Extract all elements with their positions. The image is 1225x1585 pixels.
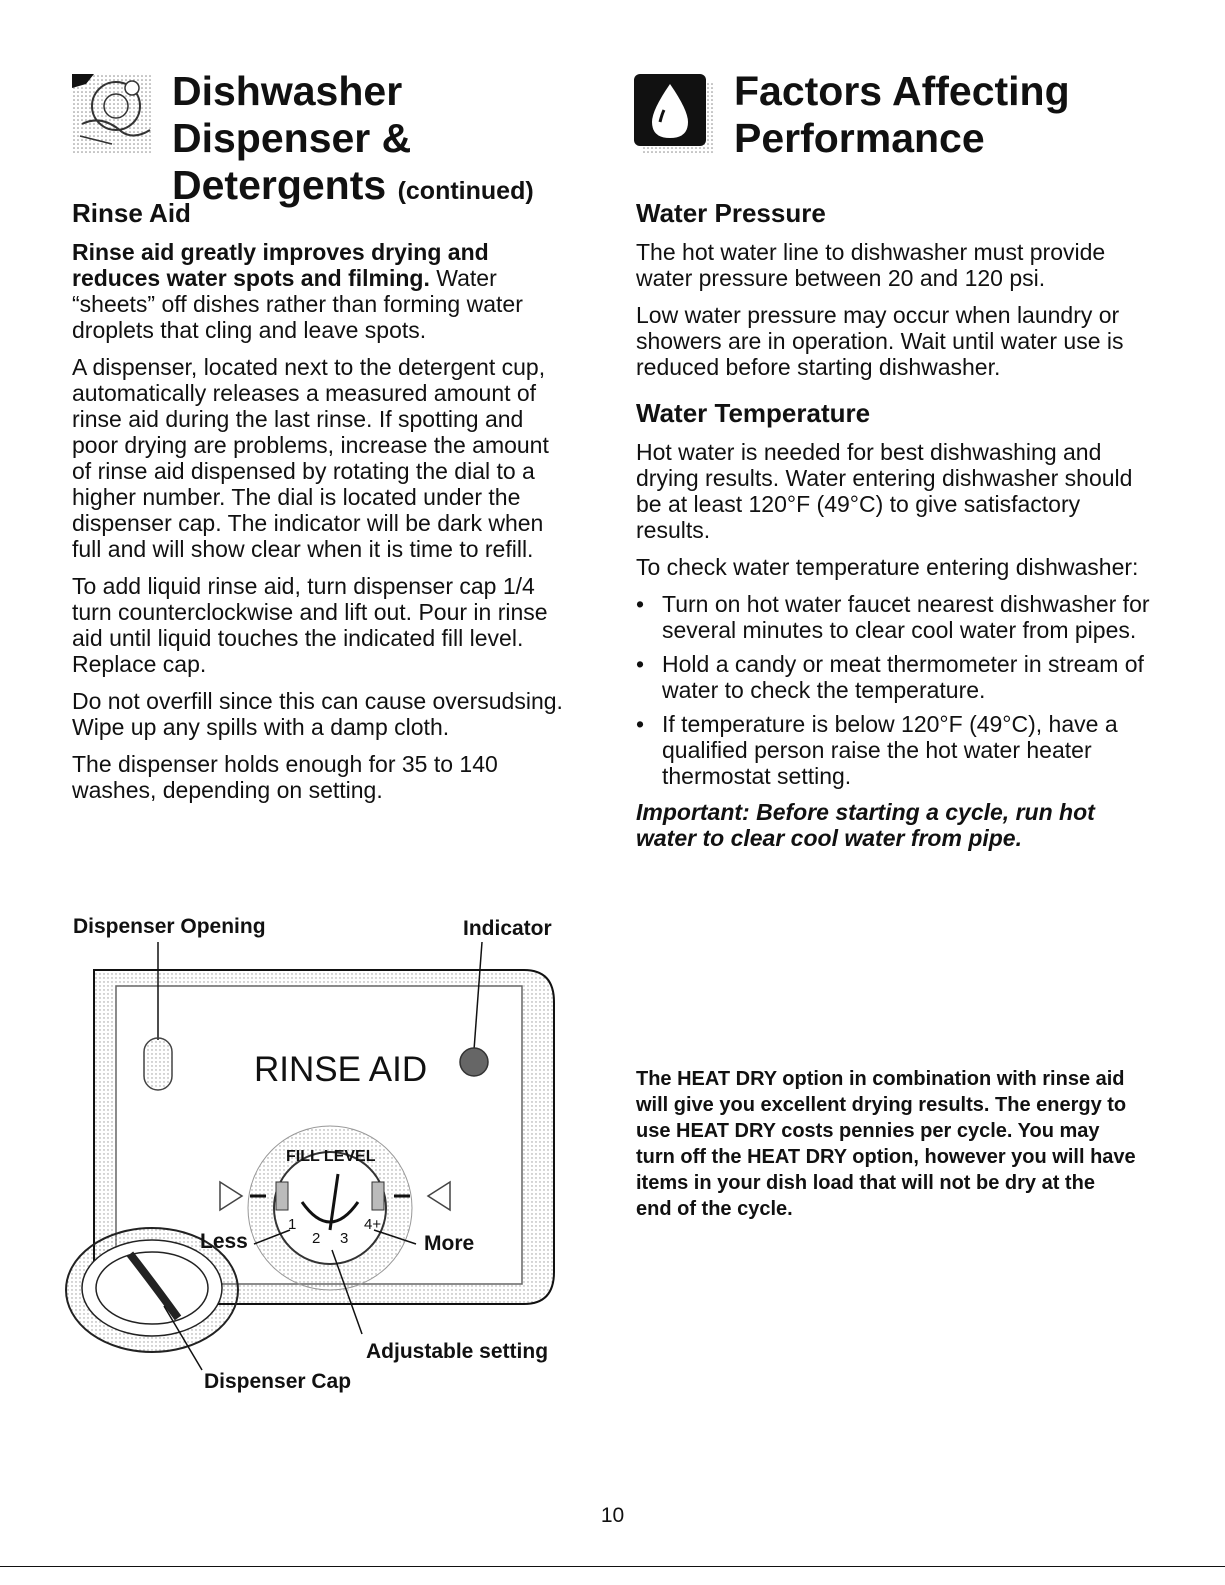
list-item: • If temperature is below 120°F (49°C), have a qualified person raise the hot water heater thermostat setting. — [636, 711, 1118, 789]
adjustable-dial — [274, 1152, 386, 1264]
label-dispenser-cap: Dispenser Cap — [204, 1370, 352, 1393]
section-heading-water-temperature: Water Temperature — [636, 398, 871, 428]
indicator-dot — [460, 1048, 488, 1076]
rinse-aid-dispenser-diagram — [54, 912, 584, 1402]
label-more: More — [424, 1232, 475, 1255]
dispenser-opening-shape — [144, 1038, 172, 1090]
water-temperature-paragraph-1: Hot water is needed for best dishwashing and drying results. Water entering dishwasher should be at least 120°F (49°C) to give satisfactory results. — [636, 439, 1133, 543]
page-number: 10 — [600, 1504, 625, 1527]
water-temperature-paragraph-2: To check water temperature entering dishwasher: — [636, 554, 1139, 580]
rinse-aid-paragraph: A dispenser, located next to the detergent cup, automatically releases a measured amount of rinse aid during the last rinse. If spotting and poor drying are problems, increase the amount of rinse aid dispensed by rotating the dial to a higher number. The dial is located under the dispenser cap. The indicator will be dark when full and will show clear when it is time to refill. — [72, 354, 549, 562]
water-pressure-paragraph-2: Low water pressure may occur when laundry or showers are in operation. Wait until water use is reduced before starting dishwasher. — [636, 302, 1124, 380]
rinse-aid-intro: Rinse aid greatly improves drying and reduces water spots and filming. Water “sheets” off dishes rather than forming water droplets that cling and leave spots. — [72, 239, 523, 343]
bottom-rule — [0, 1566, 1225, 1567]
label-less: Less — [200, 1230, 248, 1253]
dial-number-2: 2 — [312, 1230, 321, 1247]
label-adjustable-setting: Adjustable setting — [366, 1340, 549, 1363]
rinse-aid-capacity: The dispenser holds enough for 35 to 140 washes, depending on setting. — [72, 751, 498, 803]
list-item: • Turn on hot water faucet nearest dishwasher for several minutes to clear cool water from pipes. — [636, 591, 1150, 643]
right-page-title: Factors Affecting Performance — [734, 68, 1070, 161]
label-indicator: Indicator — [463, 917, 552, 940]
dial-number-3: 3 — [340, 1230, 349, 1247]
dial-number-1: 1 — [288, 1216, 297, 1233]
dishwasher-rack-icon — [72, 74, 152, 154]
rinse-aid-add-instructions: To add liquid rinse aid, turn dispenser cap 1/4 turn counterclockwise and lift out. Pour in rinse aid until liquid touches the indicated fill level. Replace cap. — [72, 573, 548, 677]
list-item: • Hold a candy or meat thermometer in stream of water to check the temperature. — [636, 651, 1144, 703]
label-dispenser-opening: Dispenser Opening — [73, 915, 266, 938]
section-heading-rinse-aid: Rinse Aid — [72, 198, 191, 228]
dial-number-4plus: 4+ — [364, 1216, 382, 1233]
fill-level-text: FILL LEVEL — [286, 1148, 376, 1165]
important-notice: Important: Before starting a cycle, run hot water to clear cool water from pipe. — [636, 799, 1095, 851]
temperature-check-steps — [636, 591, 1156, 789]
performance-section — [636, 198, 1156, 851]
panel-rinse-aid-text: RINSE AID — [254, 1050, 428, 1089]
water-pressure-paragraph-1: The hot water line to dishwasher must provide water pressure between 20 and 120 psi. — [636, 239, 1106, 291]
rinse-aid-section — [72, 198, 572, 814]
rinse-aid-overfill-warning: Do not overfill since this can cause oversudsing. Wipe up any spills with a damp cloth. — [72, 688, 563, 740]
water-drop-icon — [634, 74, 714, 154]
left-page-title: Dishwasher Dispenser & Detergents (continued) — [172, 68, 534, 208]
heat-dry-note: The HEAT DRY option in combination with rinse aid will give you excellent drying results. The energy to use HEAT DRY costs pennies per cycle. You may turn off the HEAT DRY option, however you will have items in your dish load that will not be dry at the end of the cycle. — [636, 1068, 1136, 1220]
section-heading-water-pressure: Water Pressure — [636, 198, 826, 228]
